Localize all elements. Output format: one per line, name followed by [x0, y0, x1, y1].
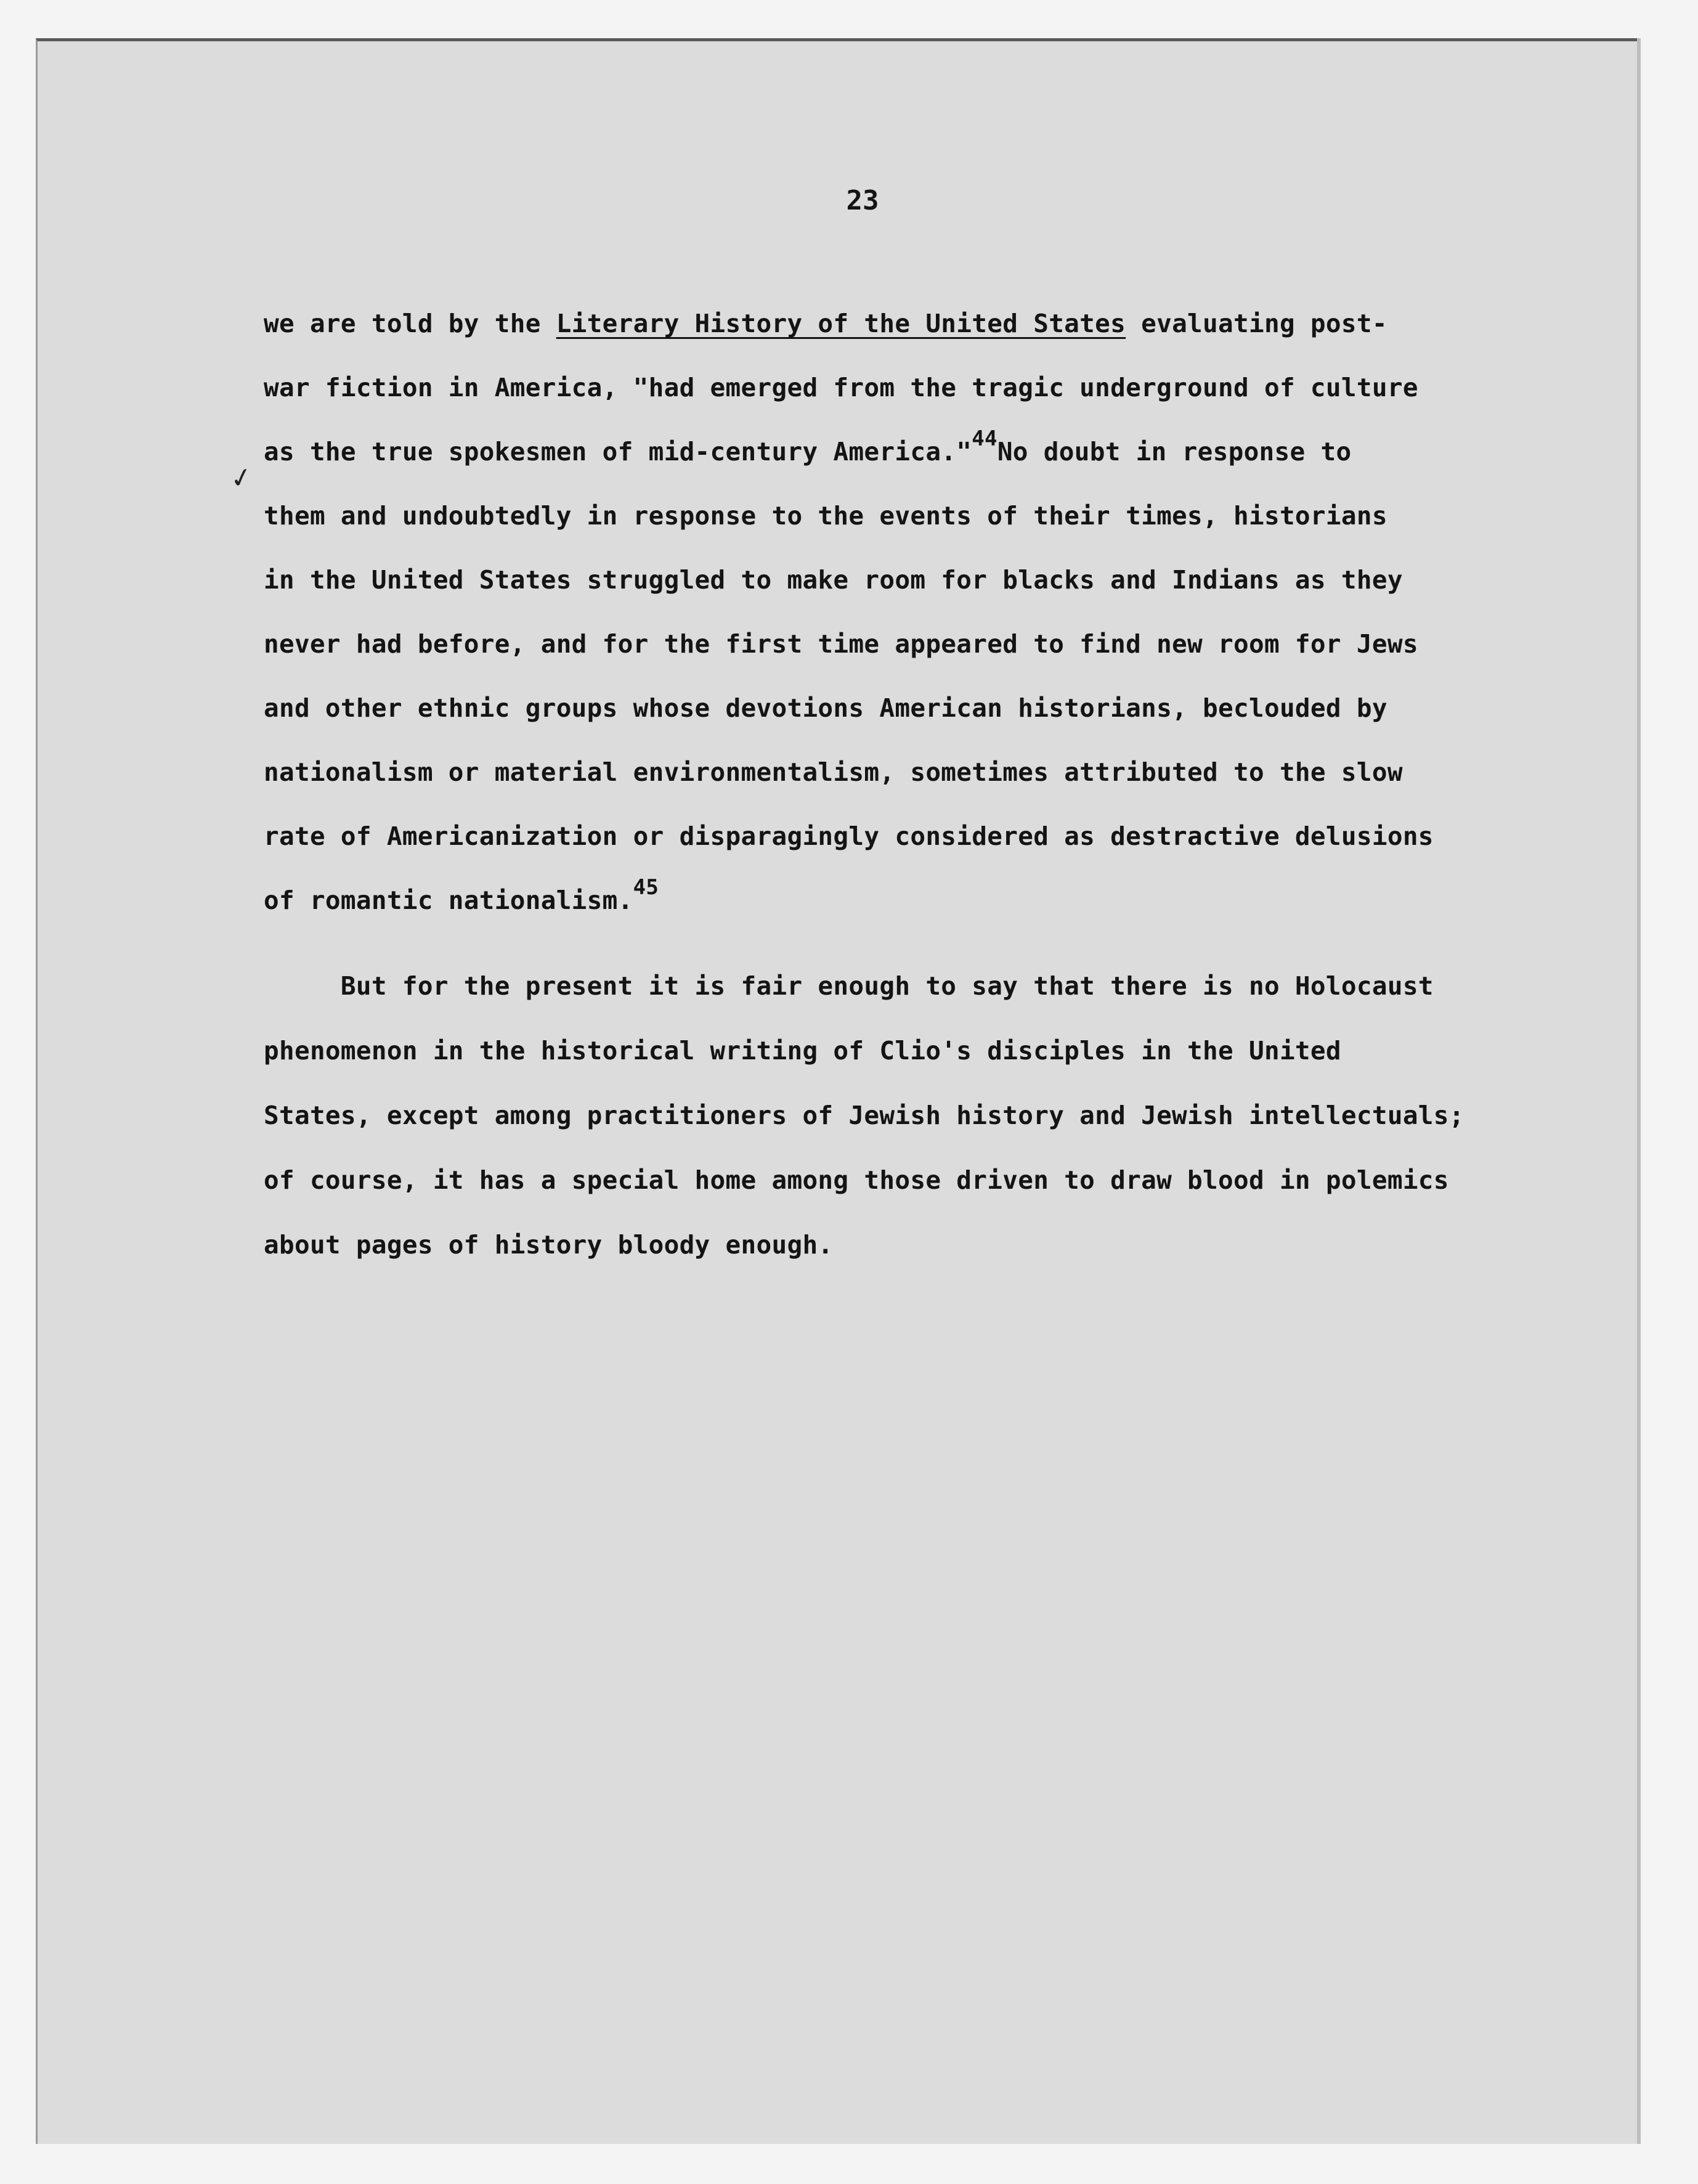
text-line-14: of course, it has a special home among those driven to draw blood in polemics — [264, 1165, 1449, 1195]
line-3-lead: as the true spokesmen of mid-century America." — [264, 437, 972, 467]
text-line-6: never had before, and for the first time appeared to find new room for Jews — [264, 629, 1418, 659]
line-1-tail: evaluating post- — [1126, 309, 1387, 338]
page-number: 23 — [846, 185, 879, 216]
text-line-1 — [264, 311, 1387, 336]
text-line-12: phenomenon in the historical writing of Clio's disciples in the United — [264, 1036, 1341, 1066]
text-line-3 — [264, 426, 1352, 467]
text-line-9: rate of Americanization or disparagingly considered as destractive delusions — [264, 821, 1434, 851]
footnote-ref-45: 45 — [633, 875, 659, 900]
line-1-lead: we are told by the — [264, 309, 556, 338]
line-3-tail: No doubt in response to — [997, 437, 1352, 467]
footnote-ref-44: 44 — [972, 426, 997, 451]
text-line-13: States, except among practitioners of Jewish history and Jewish intellectuals; — [264, 1101, 1464, 1130]
text-line-5: in the United States struggled to make room for blacks and Indians as they — [264, 565, 1403, 595]
text-line-15: about pages of history bloody enough. — [264, 1230, 834, 1260]
text-line-8: nationalism or material environmentalism, sometimes attributed to the slow — [264, 757, 1403, 787]
text-line-2: war fiction in America, "had emerged from the tragic underground of culture — [264, 373, 1418, 402]
book-title-underlined: Literary History of the United States — [556, 309, 1126, 338]
paper-sheet — [36, 38, 1637, 2144]
text-line-11: But for the present it is fair enough to say that there is no Holocaust — [264, 971, 1434, 1001]
line-10-lead: of romantic nationalism. — [264, 886, 633, 915]
text-line-7: and other ethnic groups whose devotions American historians, beclouded by — [264, 693, 1387, 723]
text-line-10 — [264, 875, 659, 915]
text-line-4: them and undoubtedly in response to the events of their times, historians — [264, 501, 1387, 531]
checkmark-icon: ✓ — [228, 457, 254, 497]
